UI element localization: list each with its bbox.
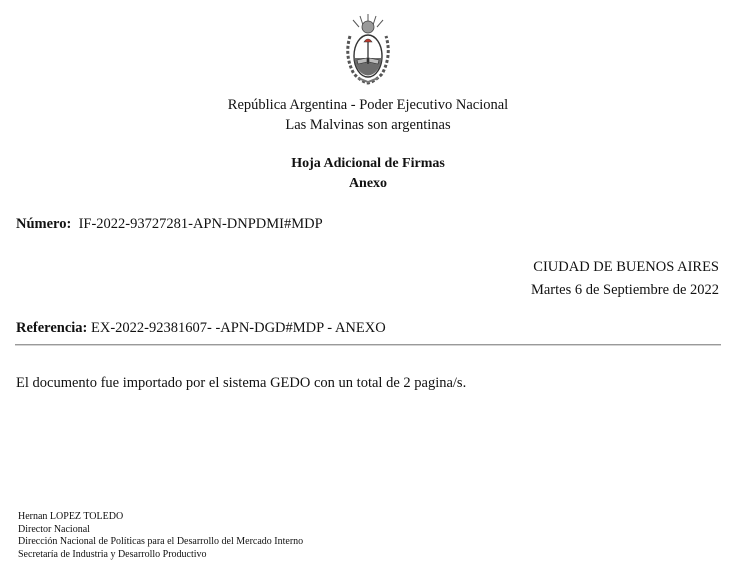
- header-republica: República Argentina - Poder Ejecutivo Nacional: [227, 97, 509, 113]
- header-malvinas: Las Malvinas son argentinas: [285, 117, 451, 133]
- referencia-row: [16, 320, 386, 337]
- document-subtitle: Anexo: [348, 176, 388, 191]
- referencia-value: EX-2022-92381607- -APN-DGD#MDP - ANEXO: [91, 320, 386, 336]
- signature-secretariat: Secretaría de Industria y Desarrollo Productivo: [18, 548, 207, 560]
- numero-row: [16, 216, 323, 233]
- divider: [15, 344, 721, 346]
- signature-block: [18, 511, 303, 561]
- signature-office: Dirección Nacional de Políticas para el Desarrollo del Mercado Interno: [18, 536, 304, 547]
- document-title: Hoja Adicional de Firmas: [291, 156, 445, 171]
- signature-name: Hernan LOPEZ TOLEDO: [18, 511, 124, 522]
- coat-of-arms-icon: [340, 12, 396, 86]
- numero-label: Número:: [16, 216, 72, 232]
- numero-value: IF-2022-93727281-APN-DNPDMI#MDP: [78, 216, 323, 232]
- location-city: CIUDAD DE BUENOS AIRES: [533, 259, 719, 275]
- signature-role: Director Nacional: [18, 523, 90, 535]
- body-text: El documento fue importado por el sistema GEDO con un total de 2 pagina/s.: [16, 375, 467, 391]
- location-date: Martes 6 de Septiembre de 2022: [530, 282, 719, 298]
- referencia-label: Referencia:: [16, 320, 88, 336]
